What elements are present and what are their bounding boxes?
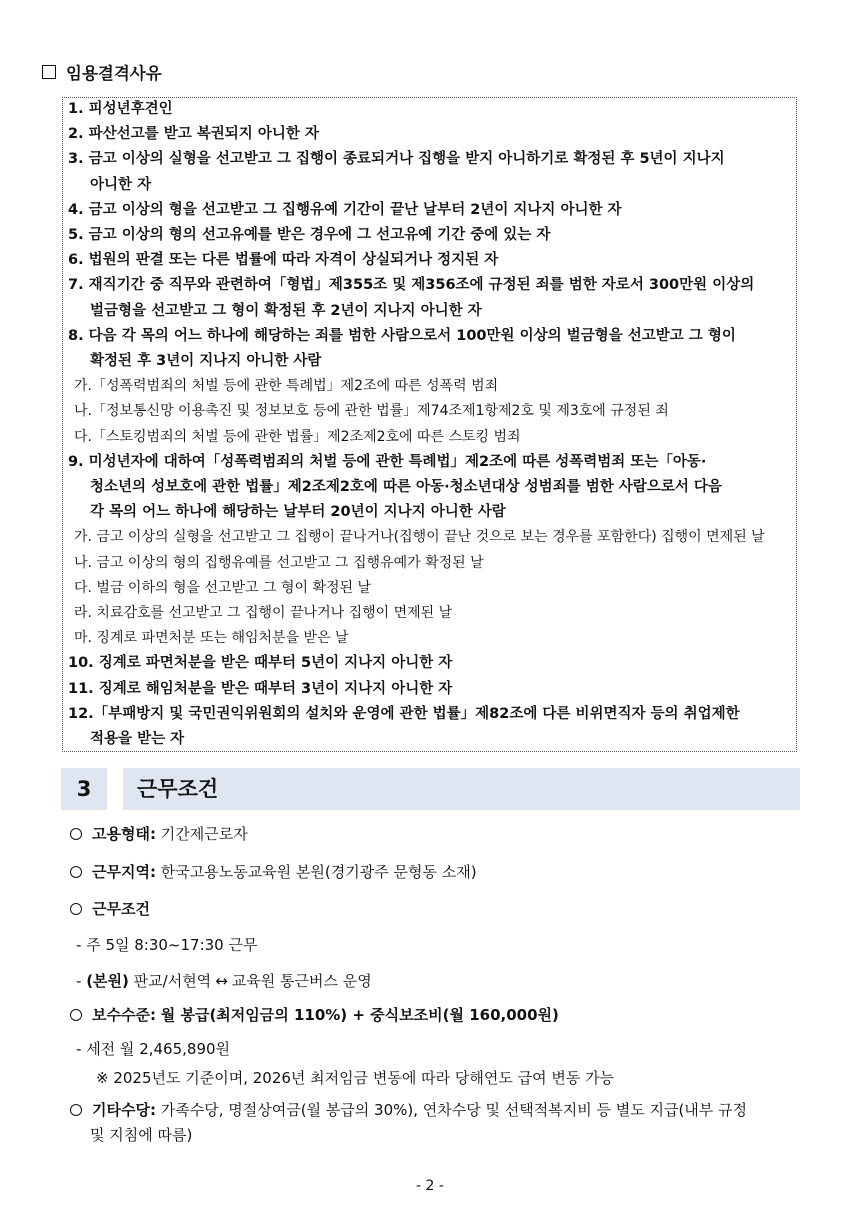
employment-type-row	[70, 823, 248, 845]
disqualification-subitem: 나. 금고 이상의 형의 집행유예를 선고받고 그 집행유예가 확정된 날	[74, 554, 484, 571]
other-allowance-label: 기타수당:	[92, 1101, 156, 1119]
section-heading	[42, 60, 162, 84]
employment-type-label: 고용형태:	[92, 825, 156, 843]
other-allowance-continuation: 및 지침에 따름)	[90, 1126, 193, 1144]
disqualification-item: 1. 피성년후견인	[68, 101, 173, 117]
disqualification-item: 5. 금고 이상의 형의 선고유예를 받은 경우에 그 선고유예 기간 중에 있는 자	[68, 227, 551, 243]
disqualification-subitem: 다.「스토킹범죄의 처벌 등에 관한 법률」제2조제2호에 따른 스토킹 범죄	[74, 428, 521, 445]
work-hours-item: - 주 5일 8:30~17:30 근무	[76, 936, 258, 954]
disqualification-item: 2. 파산선고를 받고 복권되지 아니한 자	[68, 126, 319, 143]
disqualification-item: 7. 재직기간 중 직무와 관련하여「형법」제355조 및 제356조에 규정된 죄를 범한 자로서 300만원 이상의	[68, 277, 755, 294]
disqualification-subitem: 마. 징계로 파면처분 또는 해임처분을 받은 날	[74, 630, 349, 647]
employment-type-value: 기간제근로자	[160, 825, 248, 843]
disqualification-item: 10. 징계로 파면처분을 받은 때부터 5년이 지나지 아니한 자	[68, 655, 453, 672]
disqualification-continuation: 적용을 받는 자	[90, 731, 185, 747]
circle-bullet-icon	[70, 1104, 82, 1116]
disqualification-subitem: 라. 치료감호를 선고받고 그 집행이 끝나거나 집행이 면제된 날	[74, 605, 453, 621]
checkbox-square-icon	[42, 65, 56, 79]
pay-label: 보수수준:	[92, 1006, 156, 1024]
disqualification-item: 12.「부패방지 및 국민권익위원회의 설치와 운영에 관한 법률」제82조에 다른 비위면직자 등의 취업제한	[68, 705, 740, 722]
bus-to: 교육원 통근버스 운영	[231, 972, 372, 990]
commute-bus-item: - (본원) 판교/서현역 ↔ 교육원 통근버스 운영	[76, 972, 372, 990]
circle-bullet-icon	[70, 1009, 82, 1021]
section-title: 임용결격사유	[66, 64, 162, 83]
circle-bullet-icon	[70, 828, 82, 840]
circle-bullet-icon	[70, 903, 82, 915]
disqualification-item: 4. 금고 이상의 형을 선고받고 그 집행유예 기간이 끝난 날부터 2년이 지나지 아니한 자	[68, 201, 622, 218]
disqualification-continuation: 벌금형을 선고받고 그 형이 확정된 후 2년이 지나지 아니한 자	[90, 302, 482, 319]
disqualification-continuation: 확정된 후 3년이 지나지 아니한 사람	[90, 353, 322, 369]
pay-note: ※ 2025년도 기준이며, 2026년 최저임금 변동에 따라 당해연도 급여 변동 가능	[96, 1069, 615, 1087]
disqualification-item: 6. 법원의 판결 또는 다른 법률에 따라 자격이 상실되거나 정지된 자	[68, 252, 499, 269]
disqualification-subitem: 가. 금고 이상의 실형을 선고받고 그 집행이 끝나거나(집행이 끝난 것으로 보는 경우를 포함한다) 집행이 면제된 날	[74, 529, 765, 546]
work-location-label: 근무지역:	[92, 863, 156, 881]
disqualification-continuation: 청소년의 성보호에 관한 법률」제2조제2호에 따른 아동·청소년대상 성범죄를 범한 사람으로서 다음	[90, 479, 722, 495]
work-conditions-label: 근무조건	[92, 900, 150, 918]
disqualification-item: 11. 징계로 해임처분을 받은 때부터 3년이 지나지 아니한 자	[68, 680, 453, 697]
disqualification-item: 9. 미성년자에 대하여「성폭력범죄의 처벌 등에 관한 특례법」제2조에 따른 성폭력범죄 또는「아동·	[68, 453, 707, 470]
section-number-banner: 3	[61, 768, 107, 810]
disqualification-continuation: 각 목의 어느 하나에 해당하는 날부터 20년이 지나지 아니한 사람	[90, 504, 506, 521]
section-title-banner: 근무조건	[123, 768, 800, 810]
disqualification-subitem: 나.「정보통신망 이용촉진 및 정보보호 등에 관한 법률」제74조제1항제2호 및 제3호에 규정된 죄	[74, 403, 669, 420]
bus-prefix: (본원)	[86, 972, 129, 990]
work-hours-text: 주 5일 8:30~17:30 근무	[86, 936, 258, 954]
circle-bullet-icon	[70, 866, 82, 878]
disqualification-subitem: 다. 벌금 이하의 형을 선고받고 그 형이 확정된 날	[74, 579, 372, 596]
pay-detail-text: 세전 월 2,465,890원	[86, 1040, 231, 1058]
bidirectional-arrow-icon: ↔	[215, 972, 228, 990]
disqualification-subitem: 가.「성폭력범죄의 처벌 등에 관한 특례법」제2조에 따른 성폭력 범죄	[74, 378, 499, 395]
disqualification-item: 8. 다음 각 목의 어느 하나에 해당하는 죄를 범한 사람으로서 100만원 이상의 벌금형을 선고받고 그 형이	[68, 327, 736, 344]
pay-value: 월 봉급(최저임금의 110%) + 중식보조비(월 160,000원)	[160, 1006, 559, 1024]
pay-detail-item: - 세전 월 2,465,890원	[76, 1040, 231, 1058]
other-allowance-row	[70, 1099, 747, 1121]
other-allowance-value: 가족수당, 명절상여금(월 봉급의 30%), 연차수당 및 선택적복지비 등 별도 지급(내부 규정	[160, 1101, 748, 1119]
work-location-row	[70, 861, 477, 883]
work-conditions-row	[70, 898, 150, 920]
bus-from: 판교/서현역	[133, 972, 212, 990]
disqualification-continuation: 아니한 자	[90, 176, 152, 193]
work-location-value: 한국고용노동교육원 본원(경기광주 문형동 소재)	[160, 863, 477, 881]
page-number: - 2 -	[416, 1178, 444, 1194]
disqualification-item: 3. 금고 이상의 실형을 선고받고 그 집행이 종료되거나 집행을 받지 아니하기로 확정된 후 5년이 지나지	[68, 151, 725, 168]
pay-row	[70, 1004, 559, 1026]
